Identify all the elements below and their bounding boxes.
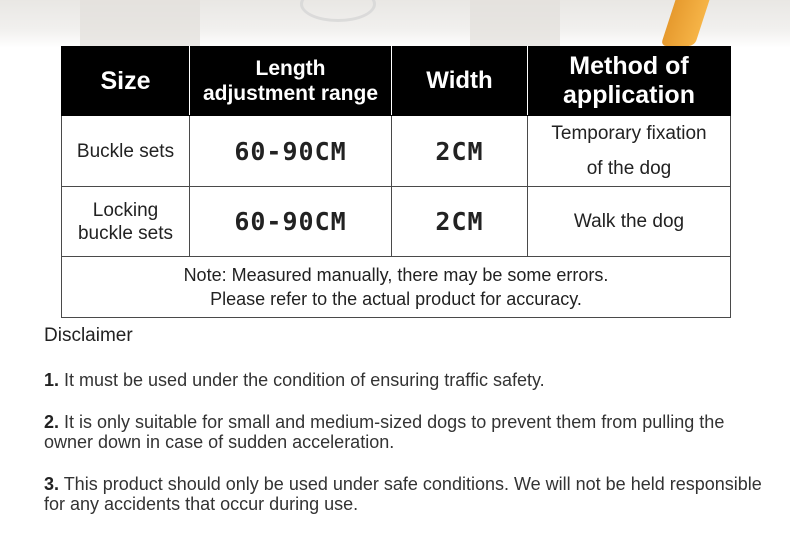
- row-method: Walk the dog: [528, 187, 731, 257]
- spec-table: [61, 46, 731, 318]
- row-name: Locking buckle sets: [62, 187, 190, 257]
- measurement-note: Note: Measured manually, there may be some errors. Please refer to the actual product for accuracy.: [62, 257, 731, 318]
- header-size: Size: [62, 47, 190, 116]
- row-length: 60-90CM: [190, 187, 392, 257]
- row-width: 2CM: [392, 116, 528, 187]
- fabric-fold: [470, 0, 560, 48]
- table-note-row: [62, 257, 731, 318]
- leash-ring: [300, 0, 376, 22]
- header-length: Length adjustment range: [190, 47, 392, 116]
- disclaimer-item: 1. It must be used under the condition of ensuring traffic safety.: [44, 370, 545, 390]
- disclaimer-title: Disclaimer: [44, 325, 133, 346]
- row-method: Temporary fixation of the dog: [528, 116, 731, 187]
- spec-table-header: [62, 47, 731, 116]
- table-row: [62, 116, 731, 187]
- disclaimer-item: 3. This product should only be used under safe conditions. We will not be held responsible for any accidents that occur during use.: [44, 474, 762, 514]
- header-method: Method of application: [528, 47, 731, 116]
- header-width: Width: [392, 47, 528, 116]
- row-name: Buckle sets: [62, 116, 190, 187]
- fabric-fold: [80, 0, 200, 48]
- leash-strap: [661, 0, 710, 46]
- row-length: 60-90CM: [190, 116, 392, 187]
- row-width: 2CM: [392, 187, 528, 257]
- product-photo-strip: [0, 0, 790, 48]
- disclaimer-item: 2. It is only suitable for small and medium-sized dogs to prevent them from pulling the owner down in case of sudden acceleration.: [44, 412, 725, 452]
- table-row: [62, 187, 731, 257]
